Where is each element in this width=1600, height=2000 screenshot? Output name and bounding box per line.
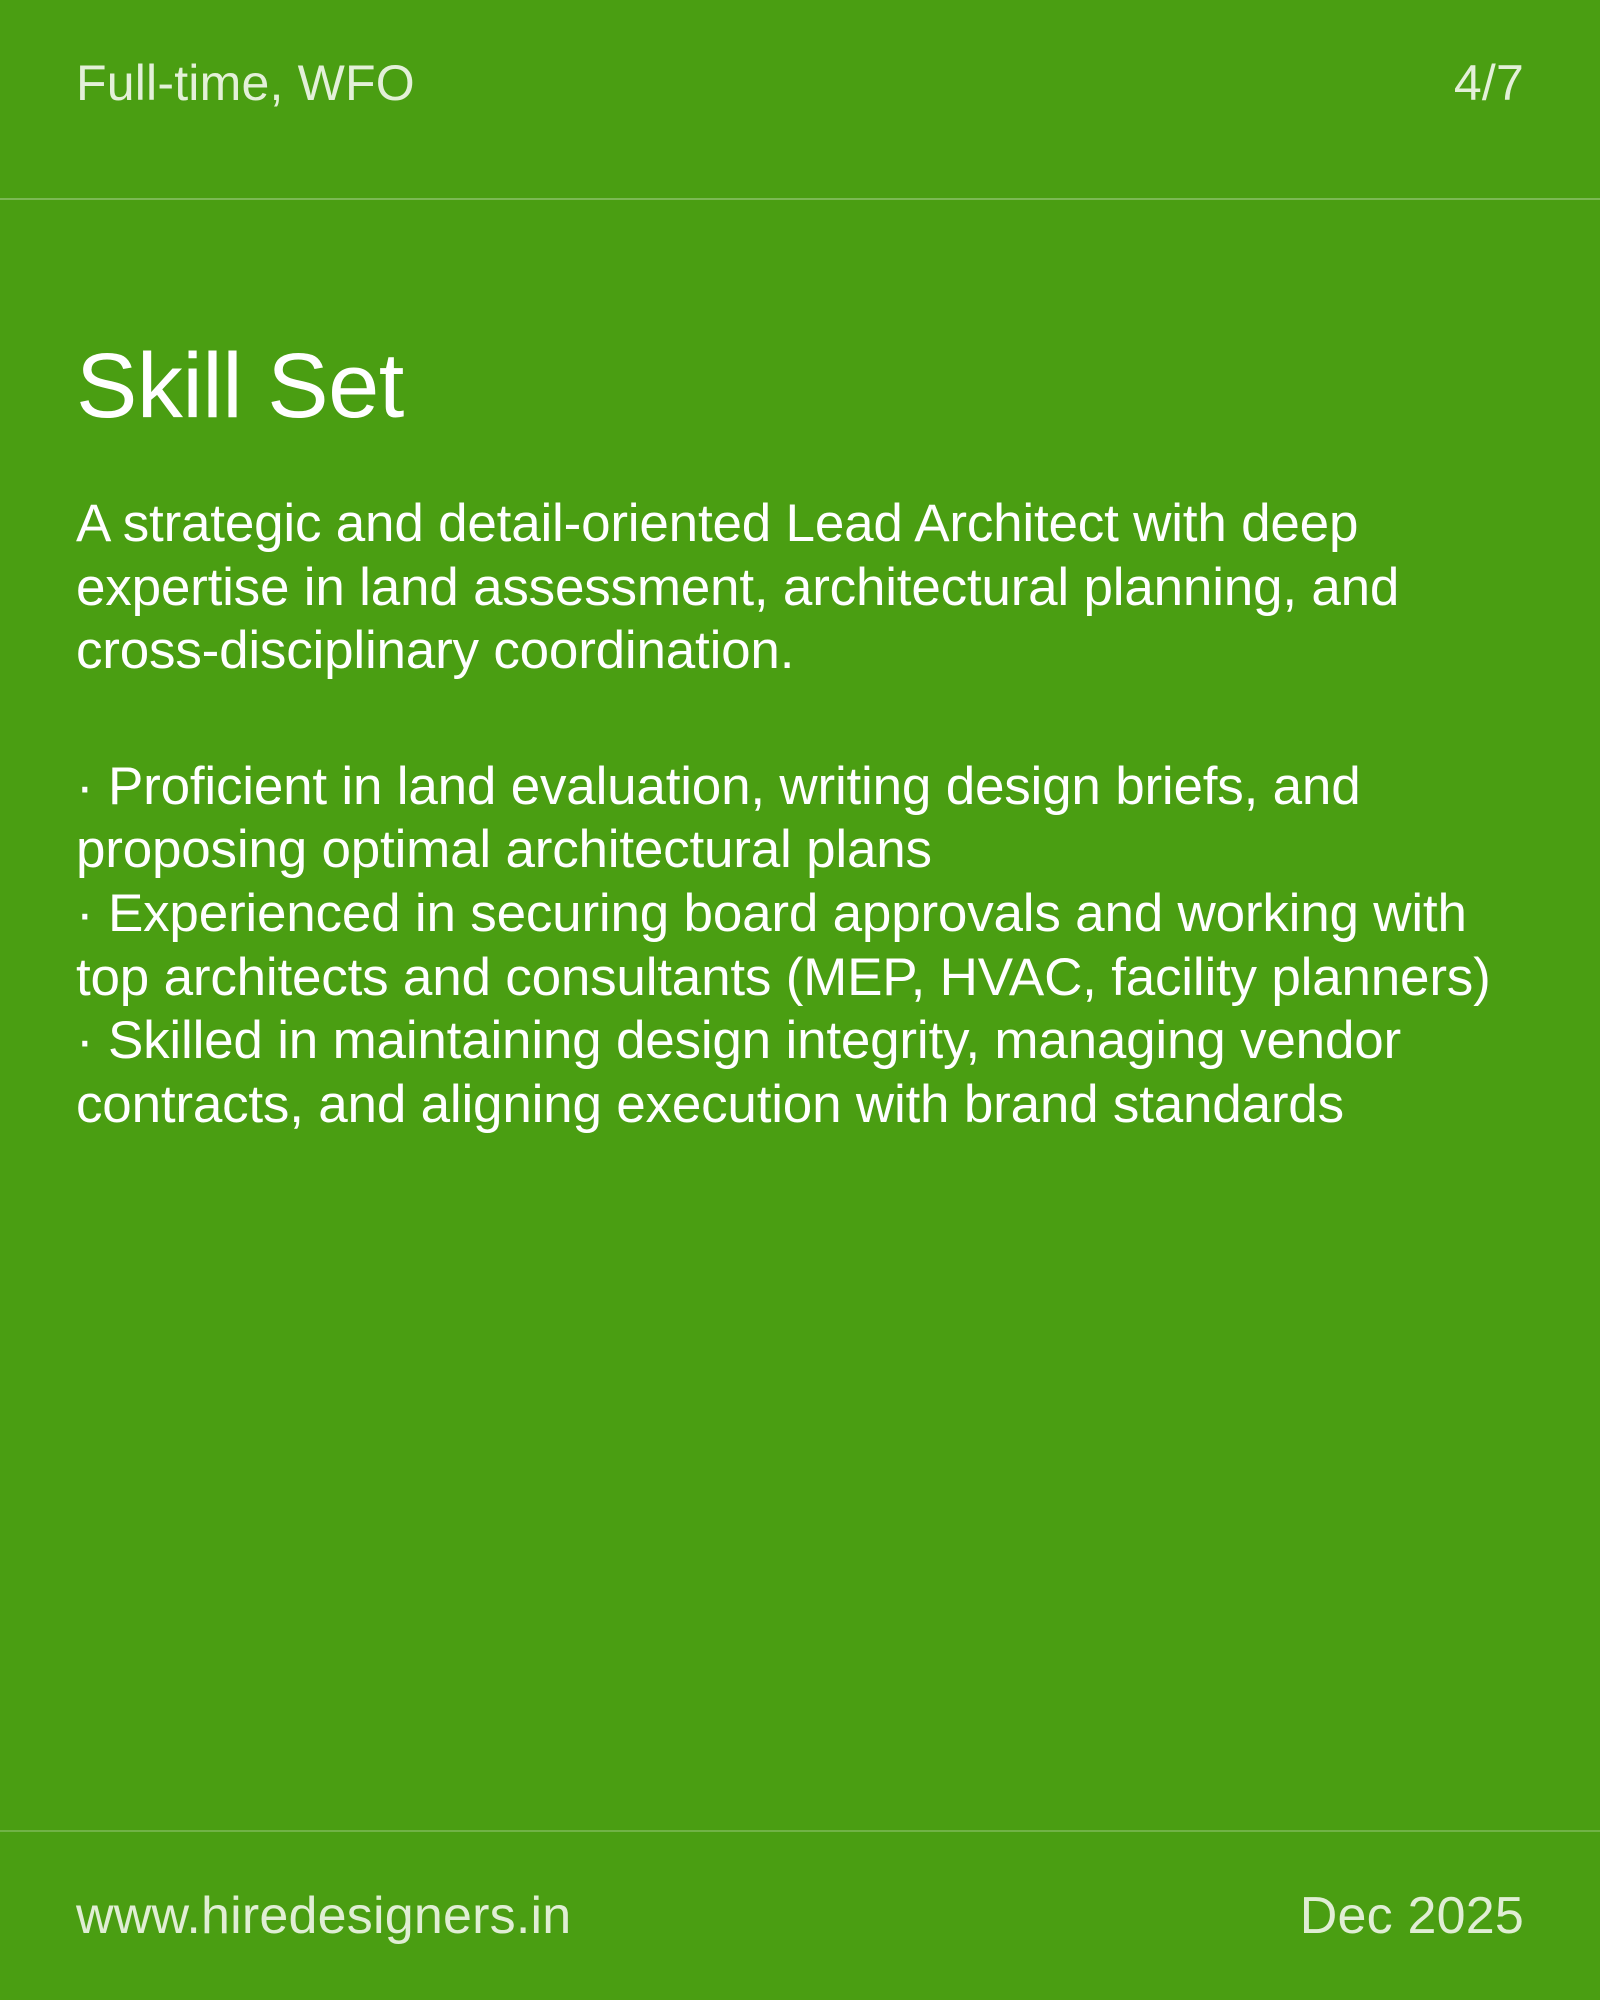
intro-paragraph: A strategic and detail-oriented Lead Architect with deep expertise in land assessment, architectural planning, and cross-disciplinary coordination. bbox=[76, 494, 1400, 681]
list-item: · Experienced in securing board approvals and working with top architects and consultants (MEP, HVAC, facility planners) bbox=[76, 883, 1491, 1007]
slide-footer bbox=[0, 1830, 1600, 2000]
list-item: · Skilled in maintaining design integrity, managing vendor contracts, and aligning execution with brand standards bbox=[76, 1011, 1401, 1134]
paragraph-spacer bbox=[76, 683, 1524, 755]
page-indicator: 4/7 bbox=[1453, 55, 1524, 111]
website-url[interactable]: www.hiredesigners.in bbox=[76, 1887, 572, 1945]
skill-bullet-list bbox=[76, 755, 1524, 1137]
date-label: Dec 2025 bbox=[1299, 1887, 1524, 1945]
list-item: · Proficient in land evaluation, writing design briefs, and proposing optimal architectural plans bbox=[76, 756, 1361, 880]
slide-header bbox=[0, 0, 1600, 200]
page-title: Skill Set bbox=[76, 335, 404, 437]
slide-body bbox=[0, 200, 1600, 1830]
employment-type-label: Full-time, WFO bbox=[76, 55, 415, 111]
